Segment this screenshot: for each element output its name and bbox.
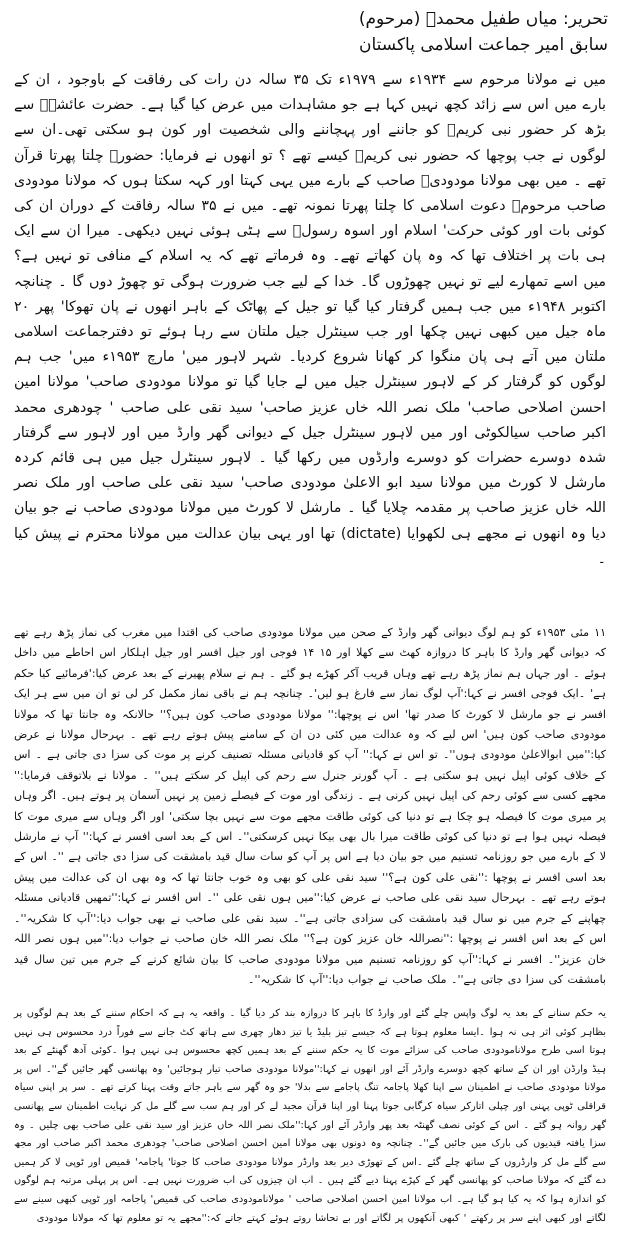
- article-header: [12, 6, 608, 58]
- body-paragraph-1: میں نے مولانا مرحوم سے ۱۹۳۴ء سے ۱۹۷۹ء تک ۳۵ سالہ دن رات کی رفاقت کے باوجود ، ان کے بارے میں اس سے زائد کچھ نہیں کہا ہے جو مشاہدات میں عرض کیا گیا ہے۔ حضرت عائشہؓ سے بڑھ کر حضور نبی کریمؐ کو جاننے اور پہچاننے والی شخصیت اور کون ہو سکتی تھی۔ان سے لوگوں نے جب پوچھا کہ حضور نبی کریمؐ کیسے تھے ؟ تو انھوں نے فرمایا: حضورؐ چلتا پھرتا قرآن تھے ۔ میں بھی مولانا مودودیؒ صاحب کے بارے میں یہی کہتا اور کہہ سکتا ہوں کہ مولانا مودودی صاحب مرحومؒ دعوت اسلامی کا چلتا پھرتا نمونہ تھے۔ میں نے ۳۵ سالہ رفاقت کے دوران ان کی کوئی بات اور کوئی حرکت' اسلام اور اسوہ رسولؐ سے ہٹی ہوئی نہیں دیکھی۔ میرا ان سے ایک ہی بات پر اختلاف تھا کہ وہ پان کھاتے تھے۔ وہ فرماتے تھے کہ یہ اسلام کے منافی تو نہیں ہے؟میں اسے تمھارے لیے تو نہیں چھوڑوں گا۔ خدا کے لیے جب ضرورت ہوگی تو چھوڑ دوں گا ۔ چنانچہ اکتوبر ۱۹۴۸ء میں جب ہمیں گرفتار کیا گیا تو جیل کے پھاٹک کے باہر انھوں نے پان تھوکا' پھر ۲۰ ماہ جیل میں کبھی نہیں چکھا اور جب سینٹرل جیل ملتان سے رہا ہوئے تو دفترجماعت اسلامی ملتان میں آتے ہی پان منگوا کر کھانا شروع کردیا۔ شہر لاہور میں' مارچ ۱۹۵۳ء میں' جب ہم لوگوں کو گرفتار کر کے لاہور سینٹرل جیل میں لے جایا گیا تو مولانا مودودی صاحب' مولانا امین احسن اصلاحی صاحب' ملک نصر اللہ خاں عزیز صاحب' سید نقی علی صاحب ' چودھری محمد اکبر صاحب سیالکوٹی اور میں لاہور سینٹرل جیل کے دیوانی گھر وارڈ میں اور لاہور سے گرفتار شدہ دوسرے حضرات کو دوسرے وارڈوں میں رکھا گیا ۔ لاہور سینٹرل جیل میں ہی قائم کردہ مارشل لا کورٹ میں مولانا سید ابو الاعلیٰ مودودی صاحب' سید نقی علی صاحب اور ملک نصر اللہ خاں عزیز صاحب پر مقدمہ چلایا گیا ۔ مارشل لا کورٹ میں مولانا مودودی صاحب نے جو بیان دیا وہ انھوں نے مجھے ہی لکھوایا (dictate) تھا اور یہی بیان عدالت میں مولانا محترم نے پیش کیا ۔: [14, 72, 607, 567]
- body-paragraph-3: یہ حکم سنانے کے بعد یہ لوگ واپس چلے گئے اور وارڈ کا باہر کا دروازہ بند کر دیا گیا ۔ واقعہ یہ ہے کہ احکام سننے کے بعد ہم لوگوں پر بظاہر کوئی اثر ہی نہ ہوا ۔ایسا معلوم ہوتا ہے کہ جیسے تیز بلیڈ یا تیز دھار چھری سے ہاتھ کٹ جانے سے فوراً درد محسوس ہی نہیں ہوتا اسی طرح مولانامودودی صاحب کی سزائے موت کا یہ حکم سننے کے بعد ہمیں کچھ محسوس ہی نہیں ہوا ۔کوئی آدھ گھنٹے کے بعد ہیڈ وارڈن اور ان کے ساتھ کچھ دوسرے وارڈر آئے اور انھوں نے کہا:''مولانا مودودی صاحب تیار ہوجائیں' وہ پھانسی گھر جائیں گے''۔ اس پر مولانا مودودی صاحب نے اطمینان سے اپنا کھلا پاجامہ تنگ پاجامے سے بدلا' جو وہ گھر سے باہر جاتے وقت پہنا کرتے تھے ۔ سر پر اپنی سیاہ قراقلی ٹوپی پہنی اور چپلی اتارکر سیاہ کرگابی جوتا پہنا اور اپنا قرآن مجید لے کر اور ہم سب سے گلے مل کر نہایت اطمینان سے پھانسی گھر روانہ ہو گئے ۔ اس کے کوئی نصف گھنٹہ بعد پھر وارڈر آئے اور کہا:''ملک نصر اللہ خاں عزیز اور سید نقی علی صاحب بھی چلیں ۔ وہ سزا یافتہ قیدیوں کی بارک میں جائیں گے''۔ چنانچہ وہ دونوں بھی مولانا امین احسن اصلاحی صاحب' چودھری محمد اکبر صاحب اور مجھ سے گلے مل کر وارڈروں کے ساتھ چلے گئے ۔اس کے تھوڑی دیر بعد وارڈر مولانا مودودی صاحب کا جوتا' پاجامہ' قمیص اور ٹوپی لا کر ہمیں دے گئے کہ مولانا صاحب کو پھانسی گھر کے کپڑے پہنا دیے گئے ہیں ۔ اب ان چیزوں کی اب ضرورت نہیں ہے۔ اس پر پہلی مرتبہ ہم لوگوں کو اندازہ ہوا کہ یہ کیا ہو گیا ہے۔ اب مولانا امین احسن اصلاحی صاحب ' مولانامودودی صاحب کی قمیص' پاجامہ اور ٹوپی کبھی سینے سے لگاتے اور کبھی اپنے سر پر رکھتے ' کبھی آنکھوں پر لگاتے اور بے تحاشا روتے ہوئے کہتے جاتے کہ:''مجھے یہ تو معلوم تھا کہ مولانا مودودی: [14, 1008, 606, 1224]
- author-role-line: سابق امیر جماعت اسلامی پاکستان: [359, 35, 608, 55]
- body-paragraph-2: ۱۱ مئی ۱۹۵۳ء کو ہم لوگ دیوانی گھر وارڈ کے صحن میں مولانا مودودی صاحب کی اقتدا میں مغرب کی نماز پڑھ رہے تھے کہ دیوانی گھر وارڈ کا باہر کا دروازہ کھٹ سے کھلا اور ۱۵ ۱۴ فوجی اور جیل افسر اور جیل اہلکار اس احاطے میں داخل ہوئے ۔ اور جہاں ہم نماز پڑھ رہے تھے وہاں قریب آکر کھڑے ہو گئے ۔ ہم نے سلام پھیرنے کے بعد عرض کیا:'فرمائیے کیا حکم ہے' ۔ایک فوجی افسر نے کہا:'آپ لوگ نماز سے فارغ ہو لیں'۔ چنانچہ ہم نے باقی نماز مکمل کر لی تو ان میں سے ہر ایک افسر نے جو مارشل لا کورٹ کا صدر تھا' اس نے پوچھا:'' مولانا مودودی صاحب کون ہیں؟'' حالانکہ وہ جانتا تھا کہ مولانا مودودی صاحب کون ہیں' اس لیے کہ وہ عدالت میں کئی دن ان کے سامنے پیش ہوتے رہے تھے ۔ بہرحال مولانا نے عرض کیا:''میں ابوالاعلیٰ مودودی ہوں''۔ تو اس نے کہا:'' آپ کو قادیانی مسئلہ تصنیف کرنے پر موت کی سزا دی جاتی ہے ۔ اس کے خلاف کوئی اپیل نہیں ہو سکتی ہے ۔ آپ گورنر جنرل سے رحم کی اپیل کر سکتے ہیں'' ۔ مولانا نے بلاتوقف فرمایا:'' مجھے کسی سے کوئی رحم کی اپیل نہیں کرنی ہے ۔ زندگی اور موت کے فیصلے زمین پر نہیں آسمان پر ہوتے ہیں۔ اگر وہاں پر میری موت کا فیصلہ ہو چکا ہے تو دنیا کی کوئی طاقت مجھے موت سے نہیں بچا سکتی' اور اگر وہاں سے میری موت کا فیصلہ نہیں ہوا ہے تو دنیا کی کوئی طاقت میرا بال بھی بیکا نہیں کرسکتی''۔ اس کے بعد اسی افسر نے کہا:'' آپ نے مارشل لا کے بارے میں جو روزنامہ تسنیم میں جو بیان دیا ہے اس پر آپ کو سات سال قید بامشقت کی سزا دی جاتی ہے ''۔ اس کے بعد اسی افسر نے پوچھا :''نقی علی کون ہے؟'' سید نقی علی کو بھی وہ خوب جانتا تھا کہ وہ بھی ان کی عدالت میں پیش ہوتے رہے تھے ۔ بہرحال سید نقی علی صاحب نے عرض کیا:''میں ہوں نقی علی ''۔ اس افسر نے کہا:''تمھیں قادیانی مسئلہ چھاپنے کے جرم میں نو سال قید بامشقت کی سزادی جاتی ہے''۔ سید نقی علی صاحب نے بھی جواب دیا:''آپ کا شکریہ''۔ اس کے بعد اس افسر نے پوچھا :''نصراللہ خان عزیز کون ہے؟'' ملک نصر اللہ خان صاحب نے جواب دیا:''میں ہوں نصر اللہ خان عزیز''۔ افسر نے کہا:''آپ کو روزنامہ تسنیم میں مولانا مودودی صاحب کا بیان شائع کرنے کے جرم میں تین سال قید بامشقت کی سزا دی جاتی ہے''۔ ملک صاحب نے جواب دیا:''آپ کا شکریہ''۔: [14, 626, 607, 986]
- author-line: تحریر: میاں طفیل محمدؒ (مرحوم): [358, 9, 608, 29]
